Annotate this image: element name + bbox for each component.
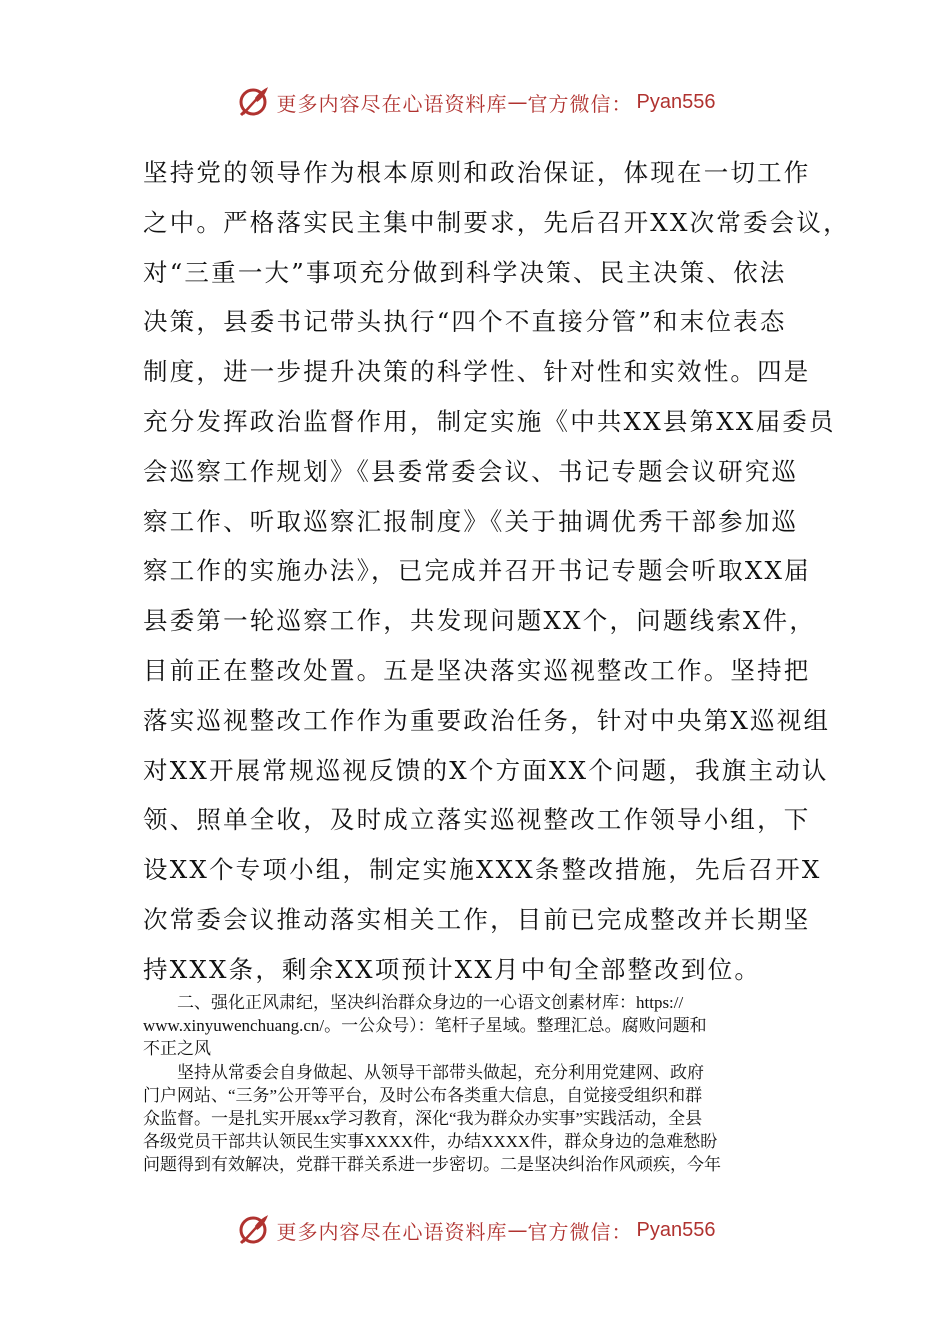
small-text-line: 不正之风 [143,1039,211,1059]
small-text-line: 坚持从常委会自身做起、从领导干部带头做起，充分利用党建网、政府 [143,1062,704,1082]
text-line: 察工作的实施办法》，已完成并召开书记专题会听取XX届 [143,556,811,586]
body-small-paragraphs [143,991,813,1177]
text-line: 之中。严格落实民主集中制要求，先后召开XX次常委会议， [143,207,850,237]
banner-official-label: 官方微信： [527,1219,633,1244]
quill-logo-icon [235,1212,271,1248]
text-line: 持XXX条，剩余XX项预计XX月中旬全部整改到位。 [143,954,762,984]
banner-wechat-id: Pyan556 [636,90,716,113]
text-line: 落实巡视整改工作作为重要政治任务，针对中央第X巡视组 [143,705,831,735]
banner-brand-text: 更多内容尽在心语资料库 [276,91,508,116]
text-line: 决策，县委书记带头执行“四个不直接分管”和末位表态 [143,307,787,337]
small-text-line: 各级党员干部共认领民生实事XXXX件，办结XXXX件，群众身边的急难愁盼 [143,1132,718,1152]
body-large-paragraph [143,148,850,995]
text-line: 制度，进一步提升决策的科学性、针对性和实效性。四是 [143,357,811,387]
banner-official-label: 官方微信： [527,91,633,116]
text-line: 目前正在整改处置。五是坚决落实巡视整改工作。坚持把 [143,655,811,685]
header-banner [0,80,950,124]
banner-wechat-id: Pyan556 [636,1218,716,1241]
small-text-line: 众监督。一是扎实开展xx学习教育，深化“我为群众办实事”实践活动，全县 [143,1108,703,1128]
text-line: 充分发挥政治监督作用，制定实施《中共XX县第XX届委员 [143,406,836,436]
small-text-line: 二、强化正风肃纪，坚决纠治群众身边的一心语文创素材库：https:// [143,993,684,1012]
text-line: 察工作、听取巡察汇报制度》《关于抽调优秀干部参加巡 [143,506,799,536]
small-text-line: www.xinyuwenchuang.cn/。一公众号）：笔杆子星域。整理汇总。腐败问题和 [143,1016,707,1036]
banner-dash: — [507,90,528,114]
text-line: 坚持党的领导作为根本原则和政治保证，体现在一切工作 [143,158,811,187]
small-text-line: 门户网站、“三务”公开等平台，及时公布各类重大信息，自觉接受组织和群 [143,1085,703,1105]
text-line: 设XX个专项小组，制定实施XXX条整改措施，先后召开X [143,855,822,885]
text-line: 领、照单全收，及时成立落实巡视整改工作领导小组，下 [143,805,811,835]
footer-banner [0,1208,950,1252]
banner-dash: — [507,1218,528,1242]
text-line: 对XX开展常规巡视反馈的X个方面XX个问题，我旗主动认 [143,755,829,785]
text-line: 对“三重一大”事项充分做到科学决策、民主决策、依法 [143,257,787,287]
small-text-line: 问题得到有效解决，党群干群关系进一步密切。二是坚决纠治作风顽疾，今年 [143,1155,721,1175]
banner-brand-text: 更多内容尽在心语资料库 [276,1219,508,1244]
quill-logo-icon [235,84,271,120]
text-line: 会巡察工作规划》《县委常委会议、书记专题会议研究巡 [143,456,799,486]
text-line: 次常委会议推动落实相关工作，目前已完成整改并长期坚 [143,904,811,934]
text-line: 县委第一轮巡察工作，共发现问题XX个，问题线索X件， [143,606,817,636]
